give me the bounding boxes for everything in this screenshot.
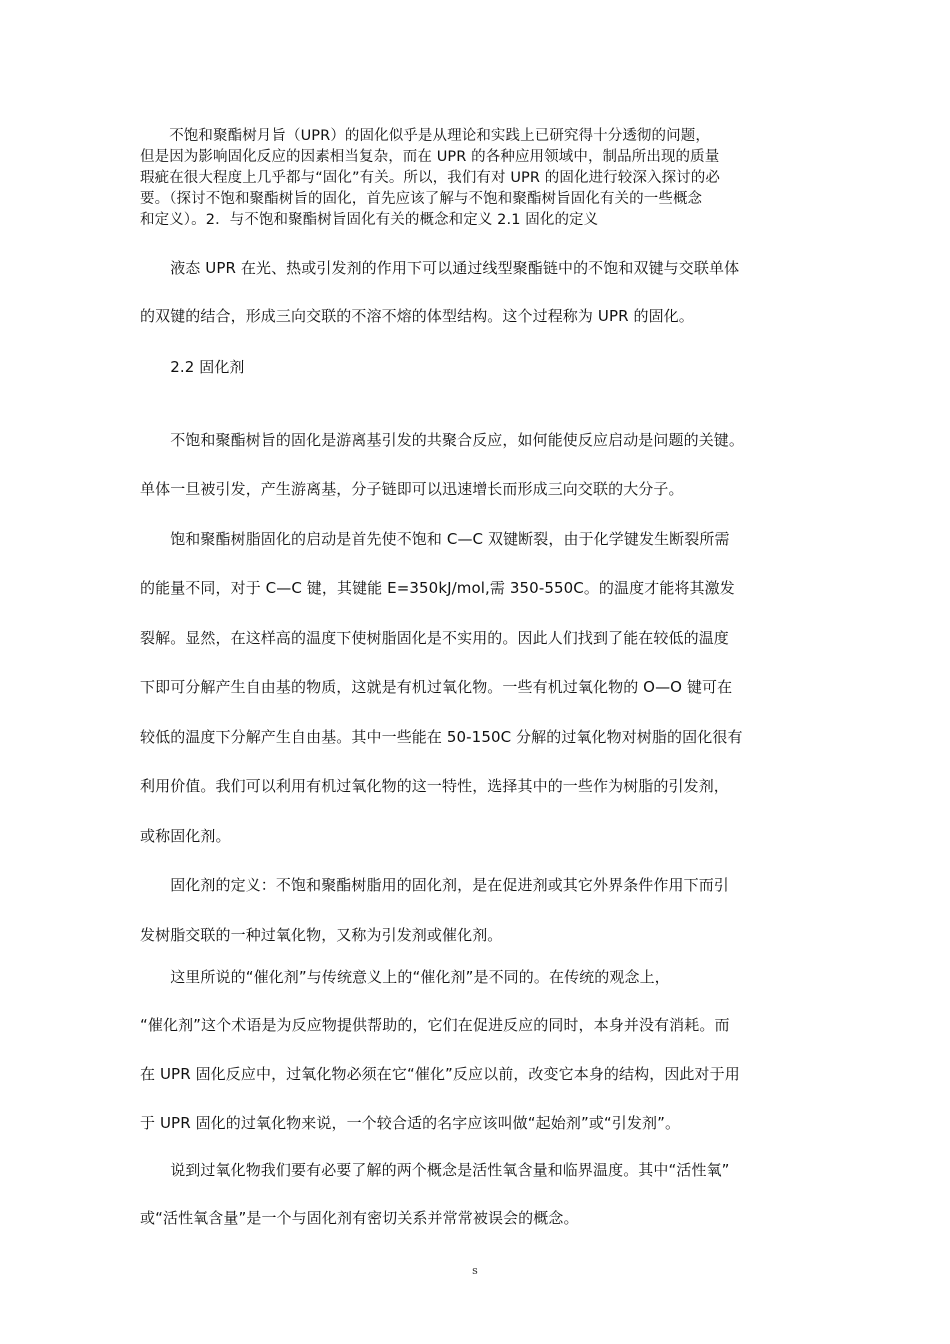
text-line: 单体一旦被引发，产生游离基，分子链即可以迅速增长而形成三向交联的大分子。: [140, 480, 684, 498]
text-line: 但是因为影响固化反应的因素相当复杂，而在 UPR 的各种应用领域中，制品所出现的质量: [140, 149, 720, 165]
text-line: “催化剂”这个术语是为反应物提供帮助的，它们在促进反应的同时，本身并没有消耗。而: [140, 1016, 730, 1034]
text-line: 饱和聚酯树脂固化的启动是首先使不饱和 C—C 双键断裂，由于化学键发生断裂所需: [140, 530, 730, 548]
text-line: 不饱和聚酯树月旨（UPR）的固化似乎是从理论和实践上已研究得十分透彻的问题，: [140, 128, 710, 144]
text-line: 和定义）。2．与不饱和聚酯树旨固化有关的概念和定义 2.1 固化的定义: [140, 212, 599, 228]
text-line: 的双键的结合，形成三向交联的不溶不熔的体型结构。这个过程称为 UPR 的固化。: [140, 307, 694, 325]
text-line: 瑕疵在很大程度上几乎都与“固化”有关。所以，我们有对 UPR 的固化进行较深入探讨的必: [140, 170, 720, 186]
text-line: 裂解。显然，在这样高的温度下使树脂固化是不实用的。因此人们找到了能在较低的温度: [140, 629, 729, 647]
text-line: 要。（探讨不饱和聚酯树旨的固化，首先应该了解与不饱和聚酯树旨固化有关的一些概念: [140, 191, 703, 207]
text-line: 液态 UPR 在光、热或引发剂的作用下可以通过线型聚酯链中的不饱和双键与交联单体: [140, 259, 740, 277]
text-line: 或“活性氧含量”是一个与固化剂有密切关系并常常被误会的概念。: [140, 1209, 579, 1227]
text-line: 或称固化剂。: [140, 827, 231, 845]
page-number: s: [472, 1264, 478, 1277]
text-line: 固化剂的定义：不饱和聚酯树脂用的固化剂，是在促进剂或其它外界条件作用下而引: [140, 876, 729, 894]
text-line: 于 UPR 固化的过氧化物来说，一个较合适的名字应该叫做“起始剂”或“引发剂”。: [140, 1114, 681, 1132]
section-heading: 2.2 固化剂: [140, 358, 245, 376]
text-line: 的能量不同，对于 C—C 键，其键能 E=350kJ/mol,需 350-550C。的温度才能将其激发: [140, 579, 735, 597]
text-line: 这里所说的“催化剂”与传统意义上的“催化剂”是不同的。在传统的观念上，: [140, 968, 670, 986]
text-line: 较低的温度下分解产生自由基。其中一些能在 50-150C 分解的过氧化物对树脂的固化很有: [140, 728, 743, 746]
text-line: 不饱和聚酯树旨的固化是游离基引发的共聚合反应，如何能使反应启动是问题的关键。: [140, 431, 745, 449]
text-line: 发树脂交联的一种过氧化物，又称为引发剂或催化剂。: [140, 926, 503, 944]
text-line: 说到过氧化物我们要有必要了解的两个概念是活性氧含量和临界温度。其中“活性氧”: [140, 1161, 730, 1179]
text-line: 利用价值。我们可以利用有机过氧化物的这一特性，选择其中的一些作为树脂的引发剂，: [140, 777, 729, 795]
text-line: 下即可分解产生自由基的物质，这就是有机过氧化物。一些有机过氧化物的 O—O 键可在: [140, 678, 733, 696]
text-line: 在 UPR 固化反应中，过氧化物必须在它“催化”反应以前，改变它本身的结构，因此对于用: [140, 1065, 740, 1083]
